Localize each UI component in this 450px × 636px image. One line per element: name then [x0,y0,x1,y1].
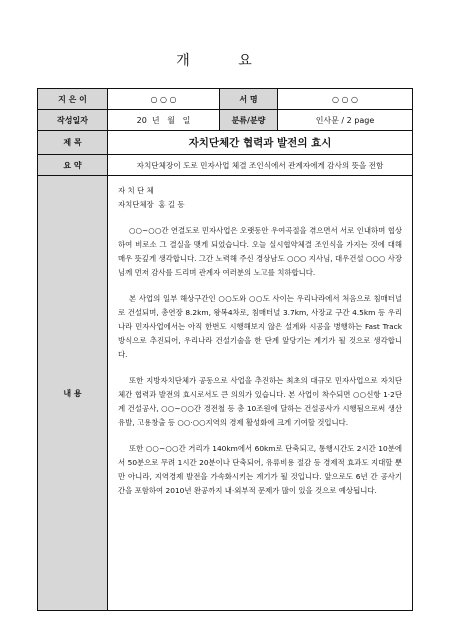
content-paragraph: 또한 ○○~○○간 거리가 140km에서 60km로 단축되고, 통행시간도 2시간 10분에서 50분으로 무려 1시간 20분이나 단축되어, 유류비용 절감 등 경제적 효과도 지대할 뿐만 아니라, 지역경제 발전을 가속화시키는 계기가 될 것입니다. 앞으로도 6년 간 공사기간을 포함하여 2010년 완공까지 내·외부적 문제가 많이 있을 것으로 예상됩니다. [118,444,402,495]
date-value: 20 년 월 일 [108,110,220,131]
subject-label: 제 목 [38,131,108,155]
content-row [38,176,413,611]
content-body [108,176,413,611]
signature-label: 서 명 [220,89,278,110]
author-label: 지 은 이 [38,89,108,110]
content-paragraph: 본 사업의 일부 해상구간인 ○○도와 ○○도 사이는 우리나라에서 처음으로 침매터널로 건설되며, 총연장 8.2km, 왕복4차로, 침매터널 3.7km, 사장교 구간 4.5km 등 우리나라 민자사업에서는 아직 한번도 시행해보지 않은 설계와 시공을 병행하는 Fast Track 방식으로 추진되어, 우리나라 건설기술을 한 단계 앞당기는 계기가 될 것으로 생각합니다. [118,294,402,359]
content-paragraph: ○○~○○간 연결도로 민자사업은 오랫동안 우여곡절을 겪으면서 서로 인내하며 협상하여 비로소 그 결실을 맺게 되었습니다. 오늘 실시협약체결 조인식을 가지는 것에 대해 매우 뜻깊게 생각합니다. 그간 노력해 주신 경상남도 ○○○ 지사님, 대우건설 ○○○ 사장님께 먼저 감사를 드리며 관계자 여러분의 노고를 치하합니다. [118,226,402,277]
date-label: 작성일자 [38,110,108,131]
content-header-signer: 자치단체장 홍 길 동 [118,200,185,209]
signature-value: ○ ○ ○ [278,89,413,110]
summary-form-table [37,88,413,611]
category-value: 인사문 / 2 page [278,110,413,131]
category-label: 분류/분량 [220,110,278,131]
summary-row [38,155,413,176]
author-row [38,89,413,110]
content-label: 내 용 [38,176,108,611]
subject-row [38,131,413,155]
content-header-org: 자 치 단 체 [118,186,154,195]
content-paragraph: 또한 지방자치단체가 공동으로 사업을 추진하는 최초의 대규모 민자사업으로 자치단체간 협력과 발전의 효시로서도 큰 의의가 있습니다. 본 사업이 착수되면 ○○신항 1·2단계 건설공사, ○○~○○간 경전철 등 총 10조원에 달하는 건설공사가 시행됨으로써 생산유발, 고용창출 등 ○○·○○지역의 경제 활성화에 크게 기여할 것입니다. [118,376,402,427]
subject-value: 자치단체간 협력과 발전의 효시 [108,131,413,155]
summary-value: 자치단체장이 도로 민자사업 체결 조인식에서 관계자에게 감사의 뜻을 전함 [108,155,413,176]
author-value: ○ ○ ○ [108,89,220,110]
date-row [38,110,413,131]
page-title: 개 요 [176,53,274,69]
summary-label: 요 약 [38,155,108,176]
